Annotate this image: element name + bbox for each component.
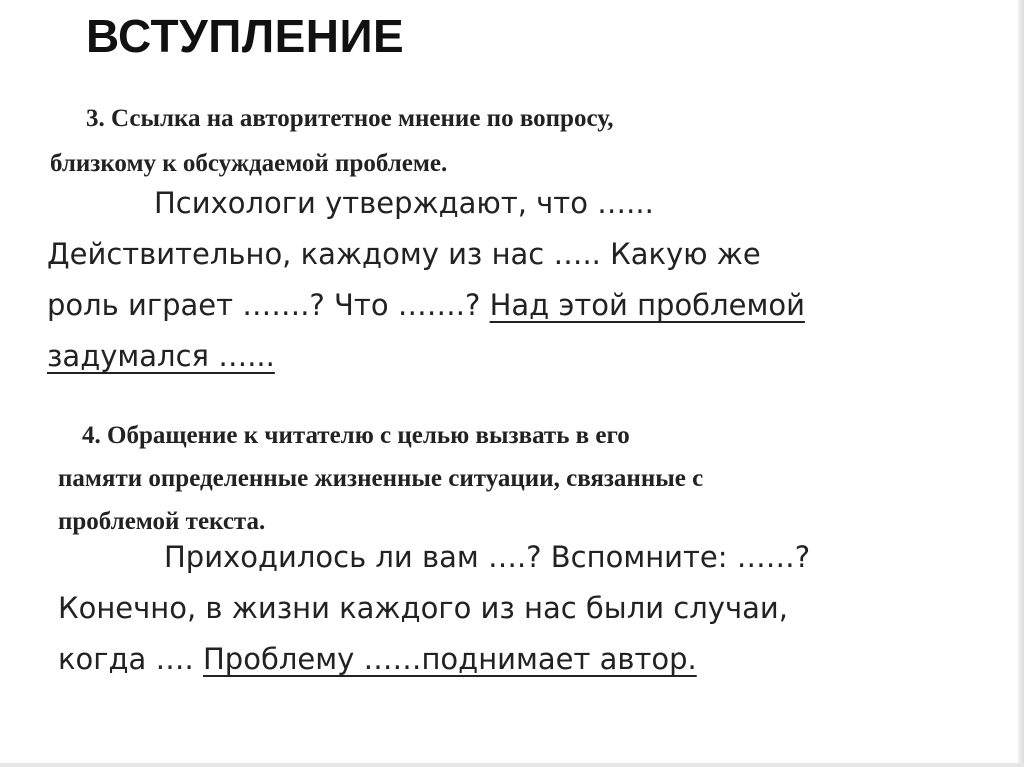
section-3-body-line-3	[47, 280, 805, 331]
section-3-heading	[50, 96, 613, 186]
section-4-body-line-1: Приходилось ли вам ….? Вспомните: ……?	[164, 540, 811, 574]
section-3-underlined-phrase: Над этой проблемой	[489, 288, 805, 322]
section-4-heading-line-3: проблемой текста.	[58, 508, 266, 535]
section-4-heading-line-2: памяти определенные жизненные ситуации, связанные с	[58, 465, 704, 492]
section-4-underlined-phrase: Проблему ……поднимает автор.	[202, 642, 697, 676]
section-4-heading-line-1: 4. Обращение к читателю с целью вызвать в его	[82, 422, 630, 449]
section-3-body-line-3-text: роль играет …….? Что …….?	[47, 288, 490, 322]
section-4-body-line-3	[58, 634, 810, 685]
section-4-body-line-2: Конечно, в жизни каждого из нас были случаи,	[58, 591, 788, 625]
section-3-body-line-2: Действительно, каждому из нас ….. Какую же	[47, 237, 761, 271]
section-3-body-line-4	[47, 331, 805, 382]
section-4-heading	[58, 414, 703, 543]
section-3-heading-line-1: 3. Ссылка на авторитетное мнение по вопросу,	[86, 105, 614, 132]
section-3-underlined-phrase-end: задумался …...	[47, 339, 275, 373]
section-4-body	[58, 532, 810, 685]
slide-title: ВСТУПЛЕНИЕ	[86, 10, 405, 62]
section-4-body-line-3-text: когда ….	[58, 642, 203, 676]
slide-frame-bottom	[0, 763, 1024, 767]
section-3-body	[47, 178, 805, 382]
section-3-body-line-1: Психологи утверждают, что …...	[154, 186, 654, 220]
section-3-heading-line-2: близкому к обсуждаемой проблеме.	[50, 150, 448, 177]
slide-frame-right	[1018, 0, 1024, 767]
